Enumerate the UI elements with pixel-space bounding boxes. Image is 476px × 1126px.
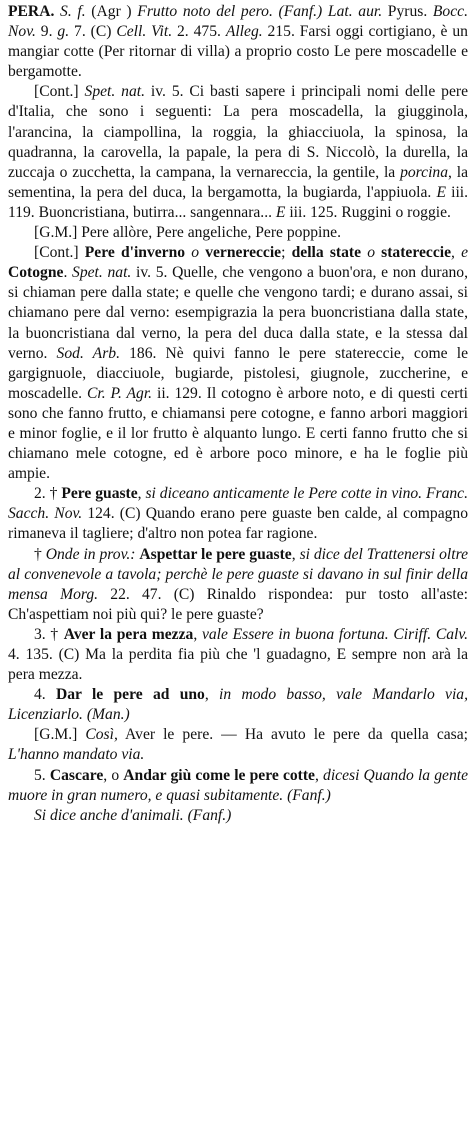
text-run: Pere guaste <box>61 485 138 503</box>
text-run: [G.M.] <box>34 726 86 744</box>
text-run: [Cont.] <box>34 83 85 101</box>
text-run: dicesi Quando la gente muore in gran numero, e quasi subitamente. <box>8 766 469 804</box>
text-run: Vit. <box>151 23 173 41</box>
text-run: Ciriff. Calv. <box>393 625 469 643</box>
text-run: E <box>436 183 446 201</box>
text-run: Spet. nat. <box>72 264 132 282</box>
text-run: (Man.) <box>82 706 130 724</box>
sense-2 <box>8 484 468 544</box>
text-run: (Fanf.) <box>183 806 232 824</box>
text-run: † <box>34 545 46 563</box>
entry-definition <box>8 2 468 82</box>
text-run: Si dice anche d'animali. <box>34 806 184 824</box>
text-run: , e <box>451 244 469 262</box>
text-run: , la sementina, la pera del duca, la bergamotta, la bugiarda, l'appiuola. <box>8 163 468 201</box>
text-run: ii. 129. Il cotogno è arbore noto, e di questi certi sono che fanno frutto, e chiamansi pere cotogne, e fanno arbori maggiori e minor foglie, e il lor frutto è alquanto lungo. E certi fanno frutto che si chiamano mele cotogne, ed è arbore poco minore, e ha le foglie più ampie. <box>8 384 468 483</box>
text-run: 5. <box>34 766 50 784</box>
text-run: , o <box>103 766 124 784</box>
text-run: della state <box>291 244 362 262</box>
text-run: 4. <box>34 686 56 704</box>
text-run: , <box>204 686 220 704</box>
text-run: o <box>185 244 206 262</box>
sense-2-proverb <box>8 545 468 625</box>
text-run: Bocc. Nov. <box>8 3 468 41</box>
text-run: , <box>291 545 300 563</box>
text-run: Aver la pera mezza <box>63 625 194 643</box>
text-run: [Cont.] <box>34 244 85 262</box>
entry-gm-note <box>8 223 468 243</box>
text-run: 22. 47. (C) Rinaldo rispondea: pur tosto all'aste: Ch'aspettiam noi più qui? le pere guaste? <box>8 585 468 623</box>
text-run: g. <box>57 23 70 41</box>
text-run: , <box>193 625 202 643</box>
text-run <box>48 586 60 603</box>
text-run: , <box>314 766 324 784</box>
text-run: 215. Farsi oggi cortigiano, è un mangiar cotte (Per ritornar di villa) a proprio costo Le pere moscadelle e bergamotte. <box>8 23 468 81</box>
text-run: (Fanf.) <box>283 786 331 804</box>
text-run: vale Essere in buona fortuna. <box>201 625 389 643</box>
text-run: . <box>63 264 73 282</box>
text-run: iii. 119. Buoncristiana, butirra... sangennara... <box>8 183 469 221</box>
sense-4 <box>8 685 468 725</box>
text-run: Cr. P. Agr. <box>86 384 153 402</box>
text-run: L'hanno mandato via. <box>8 746 145 764</box>
text-run: Franc. Sacch. Nov. <box>8 485 468 523</box>
text-run: in modo basso, vale Mandarlo via, Licenziarlo. <box>8 686 468 724</box>
text-run: iii. 125. Ruggini o roggie. <box>285 203 451 221</box>
text-run: Frutto noto del pero. (Fanf.) <box>137 3 323 20</box>
text-run: , <box>137 485 146 503</box>
text-run: 2. † <box>34 485 62 503</box>
text-run: Onde in prov.: <box>45 545 136 563</box>
text-run: o <box>361 244 382 262</box>
text-run: vernereccie <box>205 244 282 262</box>
text-run: S. f. <box>60 3 86 20</box>
text-run: 3. † <box>34 625 64 643</box>
text-run: Cotogne <box>8 264 64 282</box>
text-run: 186. Nè quivi fanno le pere statereccie, come le gargignuole, diacciuole, bugiarde, pistolesi, giugnole, zuccherine, e moscadelle. <box>8 344 468 402</box>
text-run: Sod. Arb. <box>56 344 120 362</box>
sense-5 <box>8 766 468 806</box>
text-run: Cell. <box>116 23 147 41</box>
text-run: Cascare <box>49 766 104 784</box>
text-run: Pere d'inverno <box>84 244 186 262</box>
text-run: PERA. <box>8 3 55 20</box>
sense-3 <box>8 625 468 685</box>
entry-cont-varieties <box>8 82 468 223</box>
text-run: statereccie <box>381 244 452 262</box>
text-run: si dice del Trattenersi oltre al convenevole a tavola; perchè le pere guaste si davano in sul finir della mensa <box>8 545 468 603</box>
text-run: Andar giù come le pere cotte <box>123 766 315 784</box>
text-run: Aspettar le pere guaste <box>139 545 292 563</box>
text-run: ; <box>281 244 292 262</box>
text-run: porcina <box>400 163 448 181</box>
text-run: [G.M.] Pere allòre, Pere angeliche, Pere poppine. <box>34 224 341 242</box>
text-run: Lat. aur. <box>327 3 383 20</box>
text-run: Alleg. <box>225 23 263 41</box>
sense-5-note <box>8 806 468 826</box>
text-run: Spet. nat. <box>84 83 145 101</box>
text-run: iv. 5. Quelle, che vengono a buon'ora, e non durano, si chiaman pere dalla state; e quelle che vengono tardi; e durano assai, si chiamano pere dal verno: esempigrazia la pera buoncristiana dalla state, la buoncristiana dal verno, la pera del duca dalla state, e la stessa dal verno. <box>8 264 468 362</box>
text-run: si diceano anticamente le Pere cotte in vino. <box>145 485 423 503</box>
sense-4-gm-note <box>8 725 468 765</box>
text-run: E <box>275 203 286 221</box>
text-run: 9. <box>35 23 58 41</box>
text-run: (Agr ) <box>85 3 138 20</box>
text-run: 2. 475. <box>172 23 226 41</box>
text-run: Morg. <box>60 585 99 603</box>
text-run: Così, <box>85 726 118 744</box>
text-run: 124. (C) Quando erano pere guaste ben calde, al compagno rimaneva il tagliere; d'altro non potea far ragione. <box>8 505 469 543</box>
text-run: Dar le pere ad uno <box>55 686 205 704</box>
text-run: 4. 135. (C) Ma la perdita fia più che 'l guadagno, E sempre non arà la pera mezza. <box>8 646 468 684</box>
text-run: Aver le pere. — Ha avuto le pere da quella casa; <box>117 726 468 744</box>
text-run: Pyrus. <box>382 3 433 20</box>
text-run: iv. 5. Ci basti sapere i principali nomi delle pere d'Italia, che sono i seguenti: La pera moscadella, la giugginola, l'arancina, la ciampollina, la roggia, la ghiacciuola, la spinosa, la quadranna, la carovella, la papale, la pera di S. Niccolò, la durella, la zuccaja o zucchetta, la campana, la vernareccia, la gentile, la <box>8 83 468 181</box>
text-run: 7. (C) <box>69 23 117 41</box>
entry-cont-seasons <box>8 243 468 484</box>
